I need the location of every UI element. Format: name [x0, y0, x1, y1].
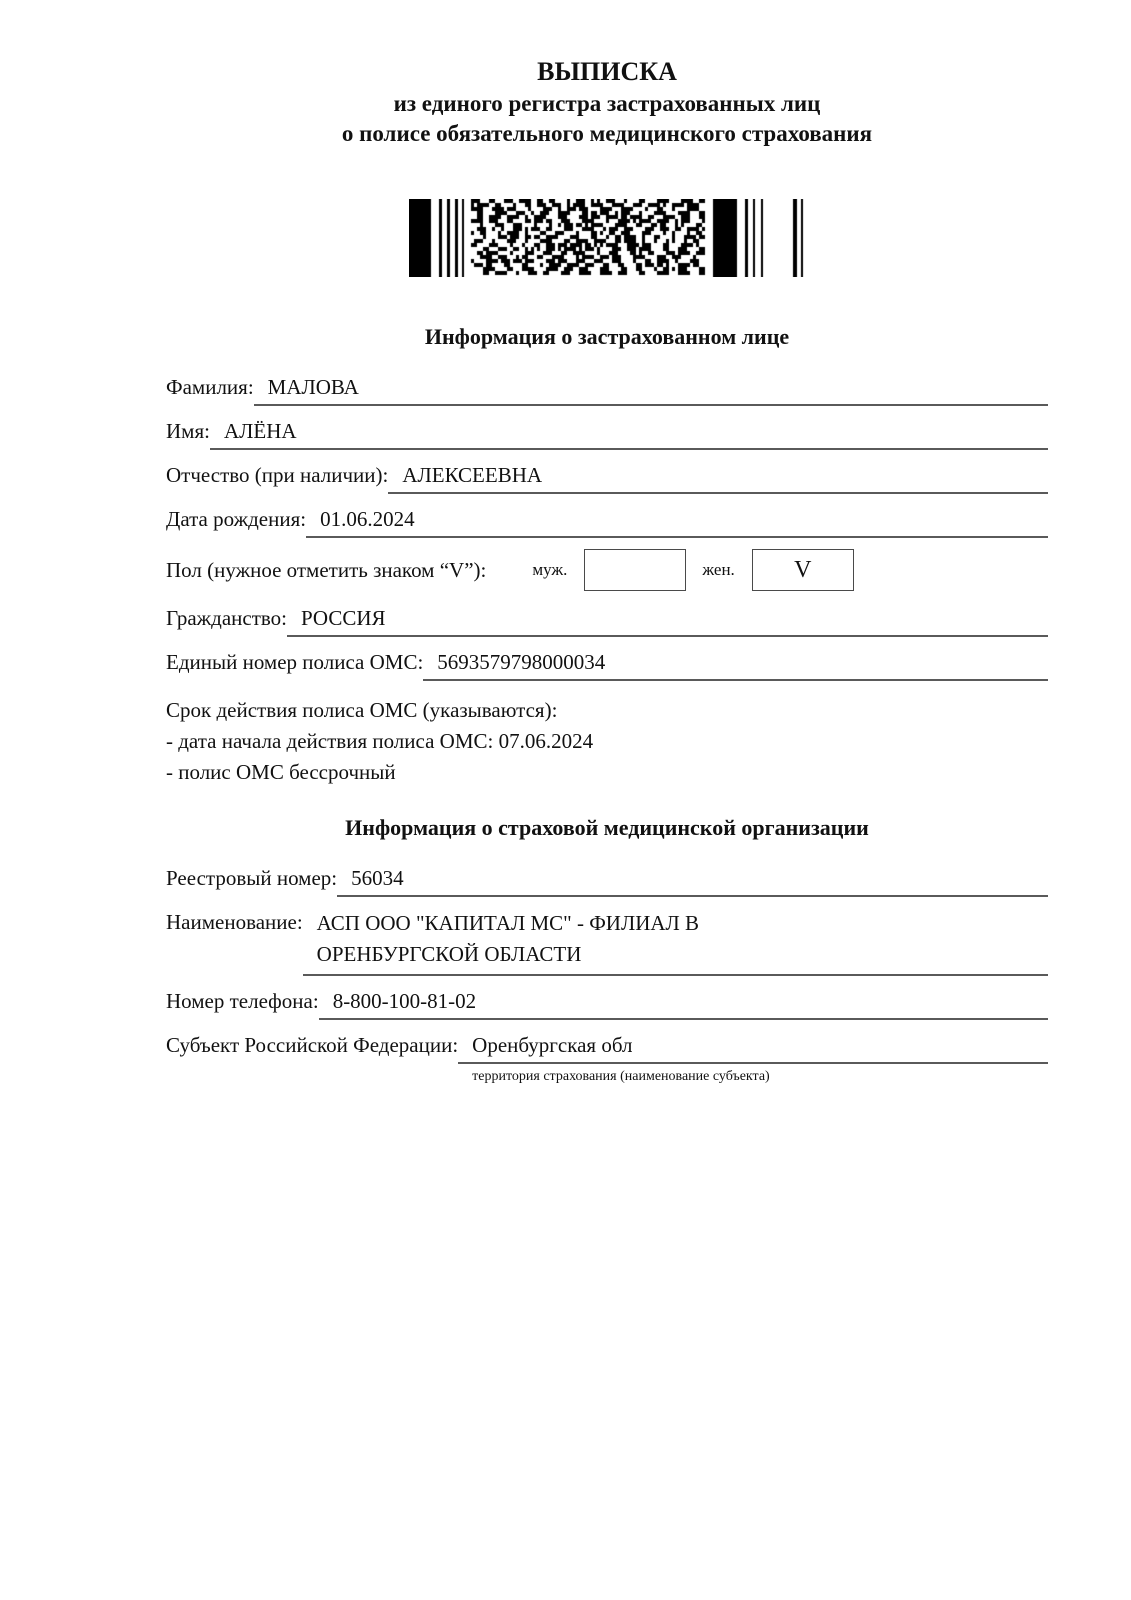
field-row-policy-number: [166, 648, 1048, 681]
validity-line-2: - дата начала действия полиса ОМС: 07.06.2024: [166, 729, 594, 753]
patronymic-label: Отчество (при наличии):: [166, 463, 389, 487]
region-caption: территория страхования (наименование субъекта): [472, 1069, 770, 1084]
birth-date-value: 01.06.2024: [306, 506, 1048, 538]
document-title: [166, 55, 1048, 149]
birth-date-label: Дата рождения:: [166, 507, 307, 531]
registry-number-label: Реестровый номер:: [166, 866, 338, 890]
field-row-birth-date: [166, 505, 1048, 538]
policy-validity-block: [166, 695, 1048, 788]
field-row-citizenship: [166, 604, 1048, 637]
validity-line-3: - полис ОМС бессрочный: [166, 760, 396, 784]
phone-label: Номер телефона:: [166, 989, 319, 1013]
barcode-container: [166, 199, 1048, 277]
field-row-phone: [166, 987, 1048, 1020]
region-value: Оренбургская обл: [458, 1032, 1048, 1064]
field-row-org-name: [166, 908, 1048, 976]
surname-value: МАЛОВА: [254, 374, 1048, 406]
policy-number-label: Единый номер полиса ОМС:: [166, 650, 424, 674]
sex-female-checkbox: V: [752, 549, 854, 591]
field-row-region: [166, 1031, 1048, 1086]
name-label: Имя:: [166, 419, 210, 443]
title-line-1: ВЫПИСКА: [537, 57, 677, 86]
org-name-value: [303, 908, 1048, 976]
org-name-label: Наименование:: [166, 910, 303, 934]
citizenship-label: Гражданство:: [166, 606, 287, 630]
pdf417-barcode-icon: [409, 199, 805, 277]
field-row-patronymic: [166, 461, 1048, 494]
policy-number-value: 5693579798000034: [423, 649, 1048, 681]
org-name-line-1: АСП ООО "КАПИТАЛ МС" - ФИЛИАЛ В: [316, 911, 700, 935]
field-row-surname: [166, 373, 1048, 406]
validity-line-1: Срок действия полиса ОМС (указываются):: [166, 698, 558, 722]
sex-options-group: [532, 549, 853, 591]
region-value-stack: [458, 1032, 1048, 1086]
field-row-name: [166, 417, 1048, 450]
surname-label: Фамилия:: [166, 375, 254, 399]
sex-male-label: муж.: [532, 560, 568, 579]
field-row-sex: [166, 547, 1048, 593]
field-row-registry-number: [166, 864, 1048, 897]
sex-label: Пол (нужное отметить знаком “V”):: [166, 558, 487, 582]
sex-male-checkbox: [584, 549, 686, 591]
section-heading-insured: Информация о застрахованном лице: [424, 324, 790, 349]
citizenship-value: РОССИЯ: [287, 605, 1048, 637]
title-line-2: из единого регистра застрахованных лиц: [393, 91, 821, 116]
region-label: Субъект Российской Федерации:: [166, 1033, 459, 1057]
patronymic-value: АЛЕКСЕЕВНА: [388, 462, 1048, 494]
section-heading-insurer: Информация о страховой медицинской организации: [345, 815, 869, 840]
phone-value: 8-800-100-81-02: [319, 988, 1048, 1020]
org-name-line-2: ОРЕНБУРГСКОЙ ОБЛАСТИ: [316, 942, 582, 966]
title-line-3: о полисе обязательного медицинского страхования: [341, 121, 873, 146]
sex-female-label: жен.: [702, 560, 735, 579]
name-value: АЛЁНА: [210, 418, 1048, 450]
registry-number-value: 56034: [337, 865, 1048, 897]
